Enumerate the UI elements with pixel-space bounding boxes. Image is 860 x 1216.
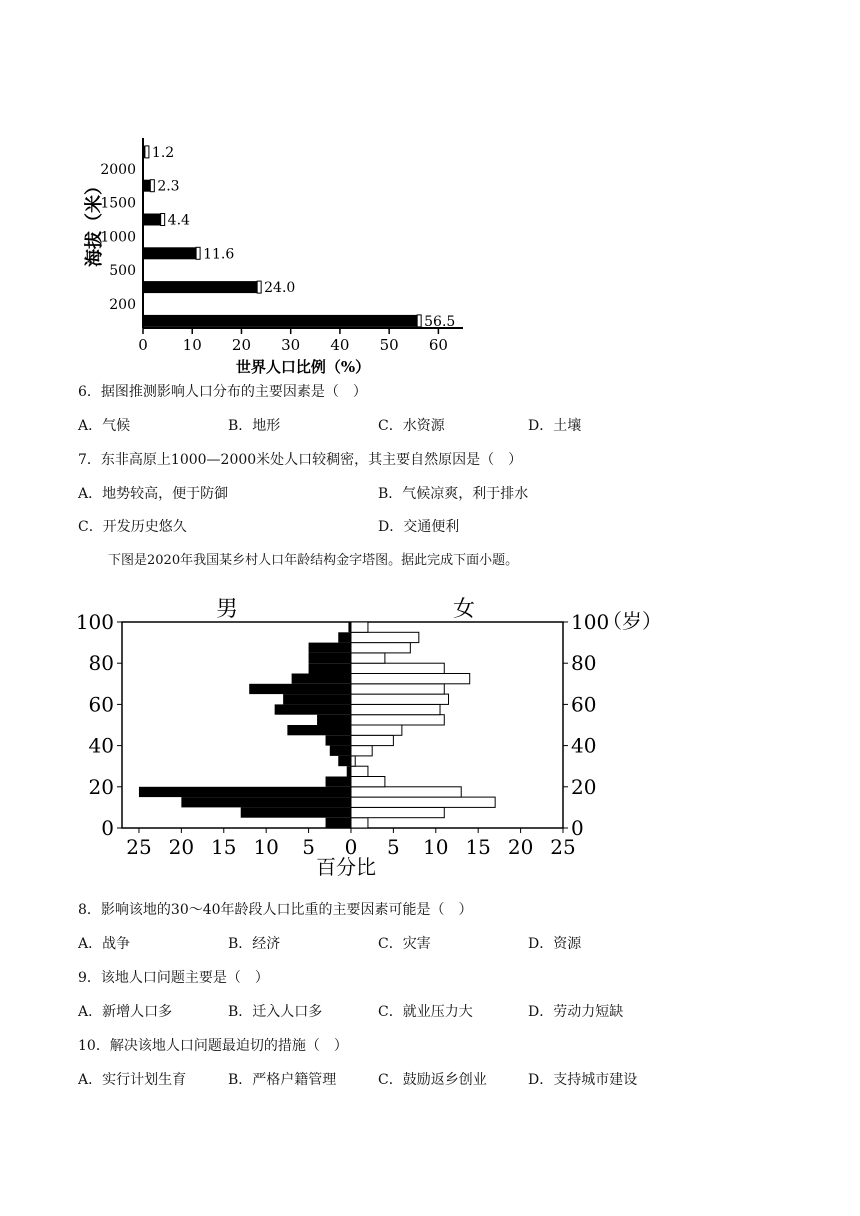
bar-cap-5: [257, 281, 261, 293]
x-tick-label: 40: [330, 336, 350, 354]
x-tick-label: 10: [423, 835, 449, 859]
male-bar: [292, 674, 351, 684]
y-tick-label: 500: [109, 263, 136, 280]
x-tick-label: 15: [211, 835, 237, 859]
q10-option-d[interactable]: D．支持城市建设: [528, 1072, 638, 1088]
q10-option-c[interactable]: C．鼓励返乡创业: [378, 1072, 487, 1088]
y-tick-label: 1000: [100, 229, 136, 246]
q8-option-b[interactable]: B．经济: [228, 936, 281, 952]
female-bar: [351, 725, 402, 735]
x-tick-label: 10: [182, 336, 202, 354]
female-bar: [351, 756, 355, 766]
x-axis-label: 世界人口比例（%）: [235, 358, 371, 376]
q6-option-a[interactable]: A．气候: [78, 418, 131, 434]
y-tick-label-right: 60: [571, 692, 597, 717]
q10-option-a[interactable]: A．实行计划生育: [78, 1072, 187, 1088]
q7-option-a[interactable]: A．地势较高，便于防御: [78, 486, 229, 502]
x-tick-label: 20: [168, 835, 195, 859]
male-bar: [309, 643, 351, 653]
female-bar: [351, 704, 440, 714]
male-bar: [330, 746, 351, 756]
q7-option-d[interactable]: D．交通便利: [378, 519, 460, 535]
male-bar: [241, 807, 351, 817]
y-tick-label-right: 80: [571, 651, 597, 676]
x-tick-label: 60: [428, 336, 448, 354]
bar-cap-2: [150, 180, 154, 192]
male-bar: [181, 797, 351, 807]
male-bar: [317, 715, 351, 725]
q9-option-c[interactable]: C．就业压力大: [378, 1004, 473, 1020]
female-bar: [351, 715, 444, 725]
female-bar: [351, 746, 372, 756]
male-bar: [309, 653, 351, 663]
bar-value-label: 4.4: [167, 212, 190, 229]
q6-option-b[interactable]: B．地形: [228, 418, 281, 434]
female-bar: [351, 663, 444, 673]
bar-4: [143, 247, 196, 259]
male-bar: [347, 766, 351, 776]
y-tick-label: 1500: [100, 195, 136, 212]
q10-option-b[interactable]: B．严格户籍管理: [228, 1072, 337, 1088]
male-bar: [326, 777, 351, 787]
y-axis-label: 海拔（米）: [84, 177, 105, 267]
y-tick-label-right: 100: [571, 610, 610, 634]
y-tick-label-left: 80: [88, 651, 114, 676]
female-bar: [351, 674, 470, 684]
bar-cap-3: [161, 214, 165, 226]
male-bar: [326, 735, 351, 745]
question-10: 10．解决该地人口问题最迫切的措施（ ）: [78, 1038, 348, 1054]
male-bar: [338, 632, 351, 642]
q9-option-b[interactable]: B．迁入人口多: [228, 1004, 323, 1020]
population-pyramid-chart: [70, 590, 680, 890]
x-tick-label: 10: [253, 835, 279, 859]
q7-option-b[interactable]: B．气候凉爽，利于排水: [378, 486, 529, 502]
y-tick-label-left: 0: [101, 816, 114, 840]
male-bar: [139, 787, 351, 797]
female-bar: [351, 735, 393, 745]
x-tick-label: 20: [507, 835, 534, 859]
y-tick-label-left: 100: [75, 610, 114, 634]
elevation-population-chart: [78, 110, 478, 382]
male-bar: [249, 684, 351, 694]
x-axis-label: 百分比: [316, 855, 376, 879]
female-bar: [351, 694, 449, 704]
bar-value-label: 1.2: [151, 144, 175, 161]
bar-value-label: 11.6: [203, 246, 235, 263]
question-8: 8．影响该地的30～40年龄段人口比重的主要因素可能是（ ）: [78, 902, 473, 918]
male-bar: [326, 818, 351, 828]
x-tick-label: 25: [126, 835, 152, 859]
q8-option-c[interactable]: C．灾害: [378, 936, 431, 952]
question-6: 6．据图推测影响人口分布的主要因素是（ ）: [78, 384, 367, 400]
question-9: 9．该地人口问题主要是（ ）: [78, 970, 269, 986]
female-bar: [351, 807, 444, 817]
female-bar: [351, 766, 368, 776]
q6-option-c[interactable]: C．水资源: [378, 418, 445, 434]
male-bar: [338, 756, 351, 766]
y-tick-label-left: 40: [88, 733, 114, 758]
y-tick-label: 200: [109, 297, 136, 313]
male-label: 男: [215, 597, 239, 622]
male-bar: [287, 725, 351, 735]
female-bar: [351, 797, 495, 807]
female-bar: [351, 632, 419, 642]
age-unit-label: （岁）: [602, 609, 662, 633]
x-tick-label: 30: [281, 336, 301, 354]
q8-option-a[interactable]: A．战争: [78, 936, 131, 952]
q9-option-d[interactable]: D．劳动力短缺: [528, 1004, 624, 1020]
x-tick-label: 5: [387, 835, 400, 859]
female-bar: [351, 643, 410, 653]
female-label: 女: [452, 597, 476, 622]
female-bar: [351, 622, 368, 632]
q7-option-c[interactable]: C．开发历史悠久: [78, 519, 187, 535]
x-tick-label: 15: [465, 835, 491, 859]
female-bar: [351, 777, 385, 787]
male-bar: [275, 704, 351, 714]
y-tick-label-right: 20: [571, 774, 597, 799]
y-tick-label-left: 60: [88, 692, 114, 717]
bar-cap-1: [145, 146, 149, 158]
x-tick-label: 0: [138, 336, 148, 354]
x-tick-label: 5: [302, 835, 315, 859]
y-tick-label-right: 40: [571, 733, 597, 758]
male-bar: [283, 694, 351, 704]
female-bar: [351, 818, 368, 828]
y-tick-label-right: 0: [571, 816, 584, 840]
bar-2: [143, 180, 150, 192]
bar-3: [143, 214, 161, 226]
bar-6: [143, 315, 417, 327]
bar-cap-4: [196, 247, 200, 259]
bar-cap-6: [417, 315, 421, 327]
female-bar: [351, 653, 385, 663]
bar-5: [143, 281, 257, 293]
bar-value-label: 2.3: [157, 178, 180, 195]
bar-value-label: 24.0: [264, 280, 296, 297]
female-bar: [351, 787, 461, 797]
q9-option-a[interactable]: A．新增人口多: [78, 1004, 173, 1020]
q8-option-d[interactable]: D．资源: [528, 936, 582, 952]
x-tick-label: 20: [231, 336, 252, 354]
x-tick-label: 0: [344, 835, 358, 859]
bar-value-label: 56.5: [424, 313, 456, 330]
male-bar: [309, 663, 351, 673]
y-tick-label-left: 20: [88, 774, 114, 799]
x-tick-label: 50: [379, 336, 399, 354]
female-bar: [351, 684, 444, 694]
x-tick-label: 25: [550, 835, 576, 859]
y-tick-label: 2000: [100, 161, 136, 178]
section-intro: 下图是2020年我国某乡村人口年龄结构金字塔图。据此完成下面小题。: [108, 553, 519, 568]
q6-option-d[interactable]: D．土壤: [528, 418, 582, 434]
question-7: 7．东非高原上1000—2000米处人口较稠密，其主要自然原因是（ ）: [78, 452, 523, 468]
